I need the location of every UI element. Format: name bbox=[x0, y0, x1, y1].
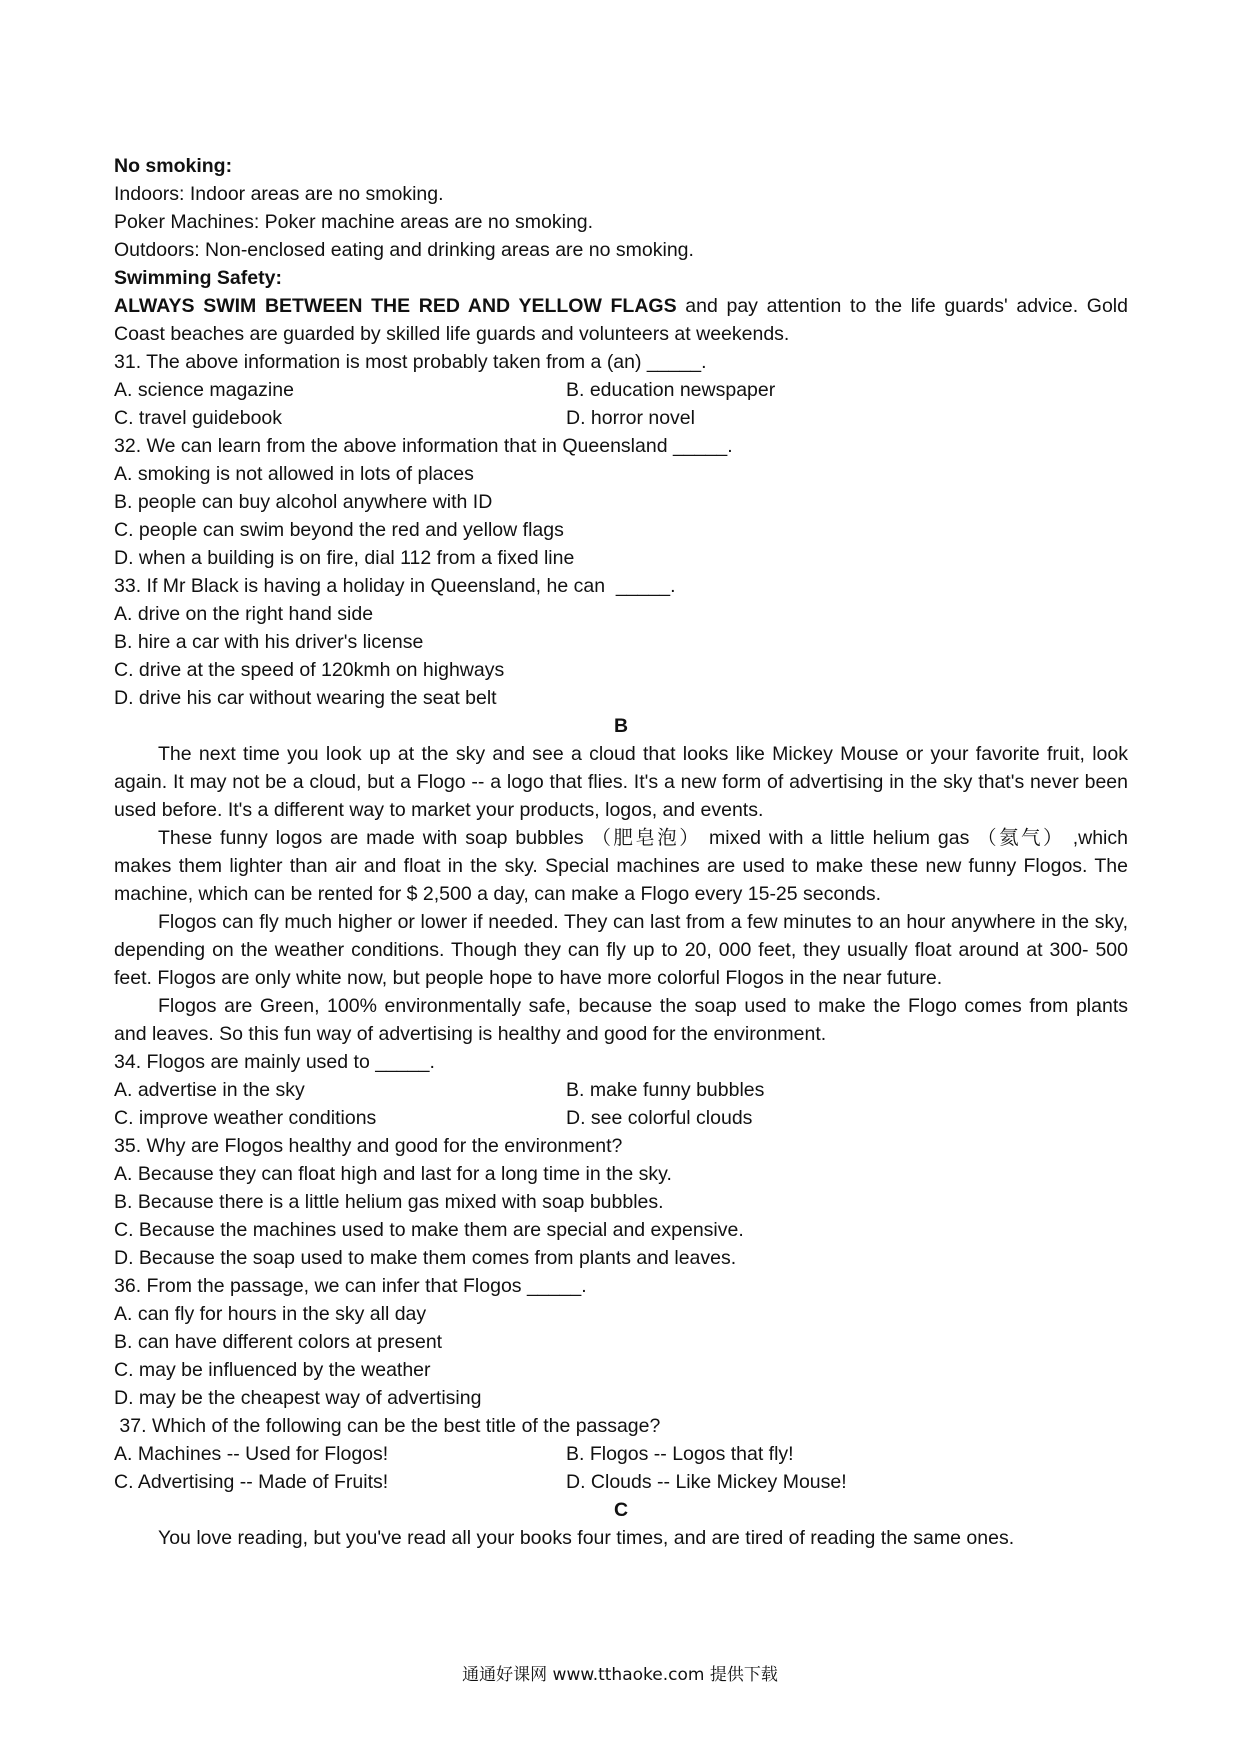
question-31-options-row bbox=[114, 376, 1128, 404]
option-a: A. can fly for hours in the sky all day bbox=[114, 1303, 427, 1325]
swimming-line-1 bbox=[114, 292, 1128, 320]
option-b: B. can have different colors at present bbox=[114, 1331, 443, 1353]
swimming-line-2: Coast beaches are guarded by skilled life guards and volunteers at weekends. bbox=[114, 323, 790, 345]
option-d: D. drive his car without wearing the seat belt bbox=[114, 687, 497, 709]
question-32-stem: 32. We can learn from the above information that in Queensland _____. bbox=[114, 435, 733, 457]
option-d: D. horror novel bbox=[566, 407, 695, 429]
question-31-stem: 31. The above information is most probably taken from a (an) _____. bbox=[114, 351, 707, 373]
section-c-label: C bbox=[613, 1499, 629, 1521]
option-d: D. Because the soap used to make them comes from plants and leaves. bbox=[114, 1247, 737, 1269]
option-b: B. Because there is a little helium gas mixed with soap bubbles. bbox=[114, 1191, 664, 1213]
option-b: B. people can buy alcohol anywhere with ID bbox=[114, 491, 493, 513]
section-b-paragraph: These funny logos are made with soap bubbles （肥皂泡） mixed with a little helium gas （氦气） ,which makes them lighter than air and float in the sky. Special machines are used to make these new funny Flogos. The machine, which can be rented for $ 2,500 a day, can make a Flogo every 15-25 seconds. bbox=[114, 827, 1128, 905]
swimming-line-rest: and pay attention to the life guards' advice. Gold bbox=[676, 295, 1128, 317]
document-page bbox=[114, 152, 1128, 1552]
option-c: C. Advertising -- Made of Fruits! bbox=[114, 1471, 389, 1493]
question-35-stem: 35. Why are Flogos healthy and good for the environment? bbox=[114, 1135, 623, 1157]
question-34-options-row bbox=[114, 1076, 1128, 1104]
option-d: D. may be the cheapest way of advertising bbox=[114, 1387, 482, 1409]
question-37-options-row bbox=[114, 1440, 1128, 1468]
option-b: B. education newspaper bbox=[566, 379, 776, 401]
section-b-paragraph: Flogos can fly much higher or lower if needed. They can last from a few minutes to an hour anywhere in the sky, depending on the weather conditions. Though they can fly up to 20, 000 feet, they usually float around at 300- 500 feet. Flogos are only white now, but people hope to have more colorful Flogos in the near future. bbox=[114, 911, 1128, 989]
page-footer: 通通好课网 www.tthaoke.com 提供下载 bbox=[462, 1665, 778, 1685]
question-34-options-row bbox=[114, 1104, 1128, 1132]
no-smoking-line: Poker Machines: Poker machine areas are no smoking. bbox=[114, 211, 594, 233]
swimming-heading: Swimming Safety: bbox=[114, 267, 282, 289]
option-a: A. advertise in the sky bbox=[114, 1079, 305, 1101]
option-c: C. improve weather conditions bbox=[114, 1107, 377, 1129]
option-a: A. smoking is not allowed in lots of places bbox=[114, 463, 474, 485]
option-d: D. Clouds -- Like Mickey Mouse! bbox=[566, 1471, 847, 1493]
option-b: B. make funny bubbles bbox=[566, 1079, 765, 1101]
question-33-stem: 33. If Mr Black is having a holiday in Queensland, he can _____. bbox=[114, 575, 676, 597]
option-a: A. Because they can float high and last for a long time in the sky. bbox=[114, 1163, 672, 1185]
question-37-stem: 37. Which of the following can be the best title of the passage? bbox=[114, 1415, 661, 1437]
option-a: A. drive on the right hand side bbox=[114, 603, 374, 625]
option-c: C. people can swim beyond the red and yellow flags bbox=[114, 519, 564, 541]
question-37-options-row bbox=[114, 1468, 1128, 1496]
section-b-label: B bbox=[613, 715, 629, 737]
option-a: A. science magazine bbox=[114, 379, 294, 401]
option-c: C. drive at the speed of 120kmh on highways bbox=[114, 659, 505, 681]
option-c: C. may be influenced by the weather bbox=[114, 1359, 431, 1381]
option-b: B. Flogos -- Logos that fly! bbox=[566, 1443, 794, 1465]
option-c: C. Because the machines used to make them are special and expensive. bbox=[114, 1219, 744, 1241]
no-smoking-line: Outdoors: Non-enclosed eating and drinking areas are no smoking. bbox=[114, 239, 694, 261]
swimming-bold-lead: ALWAYS SWIM BETWEEN THE RED AND YELLOW FLAGS bbox=[114, 295, 677, 317]
section-b-paragraph: The next time you look up at the sky and see a cloud that looks like Mickey Mouse or your favorite fruit, look again. It may not be a cloud, but a Flogo -- a logo that flies. It's a new form of advertising in the sky that's never been used before. It's a different way to market your products, logos, and events. bbox=[114, 743, 1128, 821]
section-b-paragraph: Flogos are Green, 100% environmentally safe, because the soap used to make the Flogo comes from plants and leaves. So this fun way of advertising is healthy and good for the environment. bbox=[114, 995, 1128, 1045]
option-b: B. hire a car with his driver's license bbox=[114, 631, 424, 653]
option-a: A. Machines -- Used for Flogos! bbox=[114, 1443, 389, 1465]
question-36-stem: 36. From the passage, we can infer that Flogos _____. bbox=[114, 1275, 587, 1297]
no-smoking-heading: No smoking: bbox=[114, 155, 233, 177]
question-31-options-row bbox=[114, 404, 1128, 432]
question-34-stem: 34. Flogos are mainly used to _____. bbox=[114, 1051, 435, 1073]
no-smoking-line: Indoors: Indoor areas are no smoking. bbox=[114, 183, 444, 205]
option-d: D. when a building is on fire, dial 112 from a fixed line bbox=[114, 547, 575, 569]
section-c-first-line: You love reading, but you've read all your books four times, and are tired of reading the same ones. bbox=[158, 1527, 1015, 1549]
option-c: C. travel guidebook bbox=[114, 407, 283, 429]
option-d: D. see colorful clouds bbox=[566, 1107, 753, 1129]
